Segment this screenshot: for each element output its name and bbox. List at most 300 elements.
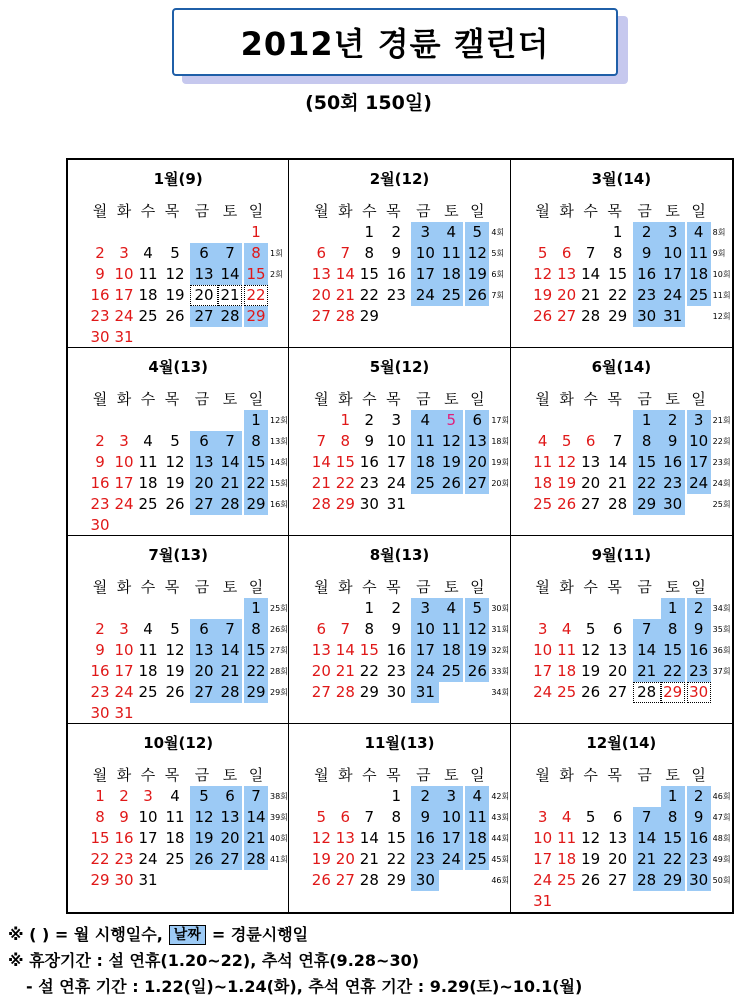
calendar-day: 8 bbox=[244, 431, 268, 452]
weekday-header: 수 bbox=[362, 766, 377, 784]
calendar-day: 27 bbox=[190, 306, 218, 327]
calendar-day: 23 bbox=[687, 661, 711, 682]
calendar-day: 6 bbox=[316, 620, 327, 638]
calendar-day: 20 bbox=[311, 286, 331, 304]
calendar-day: 2 bbox=[391, 223, 402, 241]
calendar-day: 12 bbox=[311, 829, 331, 847]
weekday-header: 토 bbox=[665, 202, 680, 220]
weekday-header: 수 bbox=[140, 766, 156, 784]
calendar-day: 14 bbox=[581, 265, 601, 283]
calendar-day: 2 bbox=[687, 598, 711, 619]
weekday-header: 수 bbox=[583, 202, 598, 220]
calendar-day: 2 bbox=[95, 244, 105, 262]
calendar-day: 2 bbox=[119, 787, 129, 805]
weekday-header: 목 bbox=[164, 578, 180, 596]
calendar-day: 19 bbox=[165, 662, 185, 680]
calendar-day: 15 bbox=[244, 264, 268, 285]
calendar-day: 8 bbox=[95, 808, 105, 826]
calendar-day: 11 bbox=[439, 243, 463, 264]
month-title: 12월(14) bbox=[586, 734, 657, 752]
calendar-day: 9 bbox=[391, 620, 402, 638]
calendar-day: 31 bbox=[661, 306, 685, 327]
calendar-day: 23 bbox=[633, 285, 661, 306]
calendar-day: 17 bbox=[411, 264, 439, 285]
calendar-day: 12 bbox=[581, 641, 601, 659]
calendar-day: 13 bbox=[190, 264, 218, 285]
round-label: 27회 bbox=[270, 646, 288, 655]
calendar-day: 12 bbox=[165, 265, 185, 283]
calendar-day: 22 bbox=[633, 473, 661, 494]
calendar-day: 10 bbox=[114, 641, 134, 659]
calendar-day: 2 bbox=[661, 410, 685, 431]
calendar-day: 24 bbox=[687, 473, 711, 494]
calendar-day: 20 bbox=[581, 474, 601, 492]
round-label: 40회 bbox=[270, 834, 288, 843]
calendar-day: 3 bbox=[687, 410, 711, 431]
calendar-day: 5 bbox=[585, 808, 596, 826]
calendar-day: 29 bbox=[661, 870, 685, 891]
calendar-day: 7 bbox=[633, 619, 661, 640]
calendar-day: 18 bbox=[138, 286, 158, 304]
calendar-day: 4 bbox=[143, 620, 153, 638]
month-title: 2월(12) bbox=[369, 170, 430, 188]
calendar-day: 1 bbox=[251, 223, 261, 241]
round-label: 25회 bbox=[270, 604, 288, 613]
calendar-day: 12 bbox=[533, 265, 553, 283]
weekday-header: 일 bbox=[248, 766, 264, 784]
calendar-day: 2 bbox=[633, 222, 661, 243]
calendar-day: 6 bbox=[465, 410, 489, 431]
calendar-day: 14 bbox=[218, 452, 242, 473]
round-label: 33회 bbox=[491, 667, 510, 676]
weekday-header: 토 bbox=[444, 766, 459, 784]
calendar-day: 16 bbox=[661, 452, 685, 473]
weekday-header: 수 bbox=[140, 578, 156, 596]
weekday-header: 화 bbox=[338, 578, 353, 596]
calendar-day: 7 bbox=[218, 243, 242, 264]
weekday-header: 목 bbox=[386, 202, 401, 220]
month-title: 5월(12) bbox=[369, 358, 430, 376]
calendar-day: 10 bbox=[411, 619, 439, 640]
calendar-day: 19 bbox=[165, 474, 185, 492]
calendar-day: 15 bbox=[90, 829, 110, 847]
weekday-header: 화 bbox=[559, 578, 574, 596]
calendar-day: 3 bbox=[119, 432, 129, 450]
weekday-header: 토 bbox=[665, 390, 680, 408]
calendar-day: 14 bbox=[218, 640, 242, 661]
calendar-day: 13 bbox=[581, 453, 601, 471]
calendar-day: 21 bbox=[633, 661, 661, 682]
weekday-header: 일 bbox=[470, 578, 485, 596]
calendar-day: 1 bbox=[612, 223, 623, 241]
calendar-day: 1 bbox=[364, 223, 375, 241]
round-label: 43회 bbox=[491, 813, 510, 822]
calendar-day: 24 bbox=[533, 683, 553, 701]
calendar-day: 6 bbox=[612, 620, 623, 638]
calendar-day: 19 bbox=[439, 452, 463, 473]
month-title: 3월(14) bbox=[591, 170, 652, 188]
weekday-header: 화 bbox=[559, 202, 574, 220]
calendar-day: 3 bbox=[119, 244, 129, 262]
calendar-day: 16 bbox=[411, 828, 439, 849]
calendar-day: 25 bbox=[439, 285, 463, 306]
weekday-header: 월 bbox=[314, 390, 329, 408]
calendar-day: 13 bbox=[608, 641, 628, 659]
calendar-day: 31 bbox=[138, 871, 158, 889]
note-legend bbox=[8, 922, 582, 948]
calendar-day: 5 bbox=[439, 410, 463, 431]
calendar-day: 26 bbox=[165, 307, 185, 325]
calendar-day: 18 bbox=[687, 264, 711, 285]
calendar-day: 10 bbox=[114, 265, 134, 283]
calendar-day: 10 bbox=[533, 829, 553, 847]
round-label: 36회 bbox=[712, 646, 731, 655]
calendar-day: 4 bbox=[143, 432, 153, 450]
calendar-day: 30 bbox=[411, 870, 439, 891]
calendar-day: 29 bbox=[661, 682, 685, 703]
calendar-day: 29 bbox=[244, 494, 268, 515]
calendar-day: 6 bbox=[190, 619, 218, 640]
calendar-day: 8 bbox=[244, 243, 268, 264]
weekday-header: 월 bbox=[314, 202, 329, 220]
weekday-header: 금 bbox=[194, 766, 210, 784]
calendar-day: 9 bbox=[687, 619, 711, 640]
calendar-day: 3 bbox=[537, 620, 548, 638]
calendar-day: 24 bbox=[411, 661, 439, 682]
weekday-header: 토 bbox=[444, 578, 459, 596]
weekday-header: 수 bbox=[362, 202, 377, 220]
calendar-day: 11 bbox=[687, 243, 711, 264]
round-label: 31회 bbox=[491, 625, 510, 634]
calendar-day: 27 bbox=[608, 871, 628, 889]
round-label: 21회 bbox=[712, 416, 731, 425]
calendar-day: 14 bbox=[335, 641, 355, 659]
calendar-day: 7 bbox=[340, 244, 351, 262]
month-panel bbox=[68, 724, 289, 912]
weekday-header: 월 bbox=[314, 578, 329, 596]
calendar-day: 31 bbox=[533, 892, 553, 910]
weekday-header: 목 bbox=[164, 390, 180, 408]
month-panel bbox=[68, 536, 289, 724]
calendar-day: 29 bbox=[633, 494, 661, 515]
calendar-day: 27 bbox=[311, 683, 331, 701]
calendar-day: 25 bbox=[557, 871, 577, 889]
calendar-day: 21 bbox=[218, 473, 242, 494]
round-label: 20회 bbox=[491, 479, 510, 488]
calendar-day: 19 bbox=[581, 662, 601, 680]
calendar-day: 28 bbox=[311, 495, 331, 513]
weekday-header: 월 bbox=[92, 390, 108, 408]
page-subtitle: (50회 150일) bbox=[305, 92, 432, 114]
calendar-day: 29 bbox=[244, 306, 268, 327]
calendar-day: 6 bbox=[561, 244, 572, 262]
calendar-day: 19 bbox=[190, 828, 218, 849]
calendar-day: 9 bbox=[633, 243, 661, 264]
calendar-day: 21 bbox=[608, 474, 628, 492]
calendar-day: 12 bbox=[165, 641, 185, 659]
calendar-day: 16 bbox=[386, 265, 406, 283]
calendar-day: 22 bbox=[90, 850, 110, 868]
round-label: 6회 bbox=[491, 270, 505, 279]
weekday-header: 일 bbox=[248, 390, 264, 408]
note-legend-suffix: = 경륜시행일 bbox=[211, 925, 309, 944]
calendar-day: 7 bbox=[612, 432, 623, 450]
calendar-day: 20 bbox=[190, 661, 218, 682]
calendar-day: 23 bbox=[90, 683, 110, 701]
weekday-header: 수 bbox=[583, 390, 598, 408]
calendar-day: 15 bbox=[386, 829, 406, 847]
calendar-day: 14 bbox=[633, 640, 661, 661]
calendar-day: 22 bbox=[386, 850, 406, 868]
calendar-day: 27 bbox=[335, 871, 355, 889]
weekday-header: 일 bbox=[691, 578, 706, 596]
calendar-day: 9 bbox=[95, 453, 105, 471]
calendar-day: 4 bbox=[143, 244, 153, 262]
weekday-header: 수 bbox=[583, 766, 598, 784]
weekday-header: 화 bbox=[116, 766, 132, 784]
calendar-day: 26 bbox=[581, 683, 601, 701]
calendar-day: 7 bbox=[244, 786, 268, 807]
round-label: 11회 bbox=[712, 291, 731, 300]
calendar-day: 26 bbox=[557, 495, 577, 513]
calendar-day: 16 bbox=[687, 640, 711, 661]
calendar-day: 18 bbox=[165, 829, 185, 847]
calendar-day: 11 bbox=[533, 453, 553, 471]
weekday-header: 일 bbox=[691, 390, 706, 408]
month-title: 1월(9) bbox=[153, 170, 203, 188]
weekday-header: 화 bbox=[338, 202, 353, 220]
calendar-day: 22 bbox=[661, 849, 685, 870]
calendar-day: 25 bbox=[465, 849, 489, 870]
weekday-header: 토 bbox=[444, 202, 459, 220]
calendar-day: 5 bbox=[170, 620, 180, 638]
calendar-day: 31 bbox=[386, 495, 406, 513]
calendar-day: 14 bbox=[311, 453, 331, 471]
calendar-day: 10 bbox=[114, 453, 134, 471]
calendar-day: 10 bbox=[439, 807, 463, 828]
month-title: 10월(12) bbox=[143, 734, 214, 752]
calendar-day: 16 bbox=[90, 474, 110, 492]
calendar-day: 17 bbox=[138, 829, 158, 847]
calendar-day: 10 bbox=[386, 432, 406, 450]
calendar-day: 9 bbox=[364, 432, 375, 450]
calendar-day: 23 bbox=[386, 286, 406, 304]
calendar-day: 9 bbox=[95, 641, 105, 659]
calendar-day: 9 bbox=[391, 244, 402, 262]
calendar-day: 3 bbox=[537, 808, 548, 826]
calendar-day: 2 bbox=[95, 620, 105, 638]
calendar-day: 24 bbox=[661, 285, 685, 306]
calendar-day: 20 bbox=[557, 286, 577, 304]
weekday-header: 일 bbox=[248, 202, 264, 220]
weekday-header: 금 bbox=[416, 766, 431, 784]
calendar-day: 29 bbox=[359, 307, 379, 325]
calendar-day: 23 bbox=[411, 849, 439, 870]
round-label: 49회 bbox=[712, 855, 731, 864]
calendar-day: 23 bbox=[90, 495, 110, 513]
note-holiday: ※ 휴장기간 : 설 연휴(1.20~22), 추석 연휴(9.28~30) bbox=[8, 951, 420, 970]
calendar-day: 20 bbox=[335, 850, 355, 868]
calendar-day: 19 bbox=[465, 264, 489, 285]
calendar-day: 26 bbox=[465, 661, 489, 682]
weekday-header: 목 bbox=[607, 390, 622, 408]
calendar-day: 25 bbox=[138, 683, 158, 701]
calendar-day: 6 bbox=[218, 786, 242, 807]
month-panel bbox=[511, 160, 732, 348]
calendar-day: 12 bbox=[190, 807, 218, 828]
round-label: 24회 bbox=[712, 479, 731, 488]
calendar-day: 21 bbox=[633, 849, 661, 870]
calendar-day: 15 bbox=[661, 640, 685, 661]
calendar-day: 5 bbox=[465, 598, 489, 619]
calendar-day: 17 bbox=[533, 850, 553, 868]
round-label: 50회 bbox=[712, 876, 731, 885]
calendar-day: 12 bbox=[465, 243, 489, 264]
calendar-day: 24 bbox=[533, 871, 553, 889]
notes bbox=[8, 922, 582, 1000]
calendar-day: 4 bbox=[561, 808, 572, 826]
round-label: 1회 bbox=[270, 249, 283, 258]
weekday-header: 토 bbox=[444, 390, 459, 408]
round-label: 9회 bbox=[712, 249, 726, 258]
calendar-day: 5 bbox=[170, 244, 180, 262]
calendar-day: 18 bbox=[533, 474, 553, 492]
calendar-day: 8 bbox=[661, 619, 685, 640]
calendar-day: 30 bbox=[359, 495, 379, 513]
weekday-header: 금 bbox=[194, 390, 210, 408]
round-label: 18회 bbox=[491, 437, 510, 446]
calendar-day: 13 bbox=[608, 829, 628, 847]
calendar-day: 25 bbox=[533, 495, 553, 513]
calendar-day: 8 bbox=[633, 431, 661, 452]
calendar-day: 7 bbox=[633, 807, 661, 828]
round-label: 15회 bbox=[270, 479, 288, 488]
round-label: 17회 bbox=[491, 416, 510, 425]
calendar-day: 2 bbox=[95, 432, 105, 450]
calendar-day: 14 bbox=[335, 265, 355, 283]
calendar-day: 30 bbox=[90, 704, 110, 722]
weekday-header: 일 bbox=[691, 202, 706, 220]
month-panel bbox=[511, 536, 732, 724]
calendar-day: 10 bbox=[138, 808, 158, 826]
weekday-header: 토 bbox=[222, 766, 238, 784]
calendar-day: 28 bbox=[244, 849, 268, 870]
weekday-header: 월 bbox=[314, 766, 329, 784]
calendar-day: 13 bbox=[465, 431, 489, 452]
weekday-header: 토 bbox=[222, 578, 238, 596]
calendar-day: 14 bbox=[218, 264, 242, 285]
calendar-day: 30 bbox=[661, 494, 685, 515]
weekday-header: 목 bbox=[386, 578, 401, 596]
calendar-day: 9 bbox=[687, 807, 711, 828]
calendar-day: 8 bbox=[612, 244, 623, 262]
calendar-day: 28 bbox=[633, 870, 661, 891]
round-label: 10회 bbox=[712, 270, 731, 279]
calendar-day: 11 bbox=[411, 431, 439, 452]
weekday-header: 수 bbox=[583, 578, 598, 596]
calendar-day: 30 bbox=[90, 516, 110, 534]
calendar-day: 7 bbox=[218, 619, 242, 640]
calendar-day: 13 bbox=[218, 807, 242, 828]
calendar-day: 12 bbox=[465, 619, 489, 640]
calendar-day: 13 bbox=[311, 265, 331, 283]
calendar-day: 18 bbox=[138, 474, 158, 492]
weekday-header: 목 bbox=[164, 202, 180, 220]
calendar-day: 2 bbox=[411, 786, 439, 807]
calendar-day: 26 bbox=[581, 871, 601, 889]
calendar-day: 15 bbox=[633, 452, 661, 473]
calendar-day: 16 bbox=[687, 828, 711, 849]
calendar-day: 15 bbox=[608, 265, 628, 283]
calendar-day: 14 bbox=[244, 807, 268, 828]
calendar-day: 26 bbox=[465, 285, 489, 306]
calendar-day: 26 bbox=[165, 495, 185, 513]
weekday-header: 목 bbox=[386, 766, 401, 784]
round-label: 47회 bbox=[712, 813, 731, 822]
weekday-header: 화 bbox=[559, 390, 574, 408]
calendar-day: 30 bbox=[114, 871, 134, 889]
calendar-day: 27 bbox=[190, 494, 218, 515]
calendar-day: 26 bbox=[311, 871, 331, 889]
calendar-day: 22 bbox=[608, 286, 628, 304]
calendar-day: 20 bbox=[465, 452, 489, 473]
calendar-day: 25 bbox=[138, 307, 158, 325]
calendar-day: 27 bbox=[190, 682, 218, 703]
calendar-day: 24 bbox=[386, 474, 406, 492]
calendar-day: 28 bbox=[581, 307, 601, 325]
calendar-day: 18 bbox=[411, 452, 439, 473]
month-title: 7월(13) bbox=[148, 546, 208, 564]
calendar-day: 27 bbox=[218, 849, 242, 870]
month-title: 11월(13) bbox=[364, 734, 435, 752]
calendar-day: 31 bbox=[114, 328, 134, 346]
calendar-day: 28 bbox=[633, 682, 661, 703]
calendar-day: 5 bbox=[561, 432, 572, 450]
calendar-day: 25 bbox=[138, 495, 158, 513]
calendar-day: 16 bbox=[633, 264, 661, 285]
calendar-day: 10 bbox=[411, 243, 439, 264]
calendar-day: 13 bbox=[311, 641, 331, 659]
round-label: 8회 bbox=[712, 228, 726, 237]
calendar-day: 25 bbox=[687, 285, 711, 306]
calendar-day: 19 bbox=[465, 640, 489, 661]
calendar-day: 12 bbox=[557, 453, 577, 471]
calendar-day: 20 bbox=[608, 662, 628, 680]
calendar-day: 15 bbox=[244, 452, 268, 473]
calendar-day: 23 bbox=[114, 850, 134, 868]
weekday-header: 월 bbox=[535, 202, 550, 220]
calendar-day: 4 bbox=[537, 432, 548, 450]
calendar-day: 29 bbox=[244, 682, 268, 703]
calendar-day: 4 bbox=[687, 222, 711, 243]
calendar-day: 3 bbox=[411, 598, 439, 619]
calendar-day: 16 bbox=[114, 829, 134, 847]
weekday-header: 금 bbox=[416, 390, 431, 408]
weekday-header: 일 bbox=[470, 766, 485, 784]
calendar-day: 21 bbox=[244, 828, 268, 849]
round-label: 2회 bbox=[270, 270, 283, 279]
round-label: 39회 bbox=[270, 813, 288, 822]
month-panel bbox=[289, 160, 510, 348]
calendar-day: 3 bbox=[143, 787, 153, 805]
round-label: 34회 bbox=[712, 604, 731, 613]
weekday-header: 화 bbox=[559, 766, 574, 784]
calendar-day: 18 bbox=[439, 640, 463, 661]
calendar-day: 25 bbox=[439, 661, 463, 682]
round-label: 42회 bbox=[491, 792, 510, 801]
calendar-day: 23 bbox=[386, 662, 406, 680]
calendar-day: 18 bbox=[557, 662, 577, 680]
